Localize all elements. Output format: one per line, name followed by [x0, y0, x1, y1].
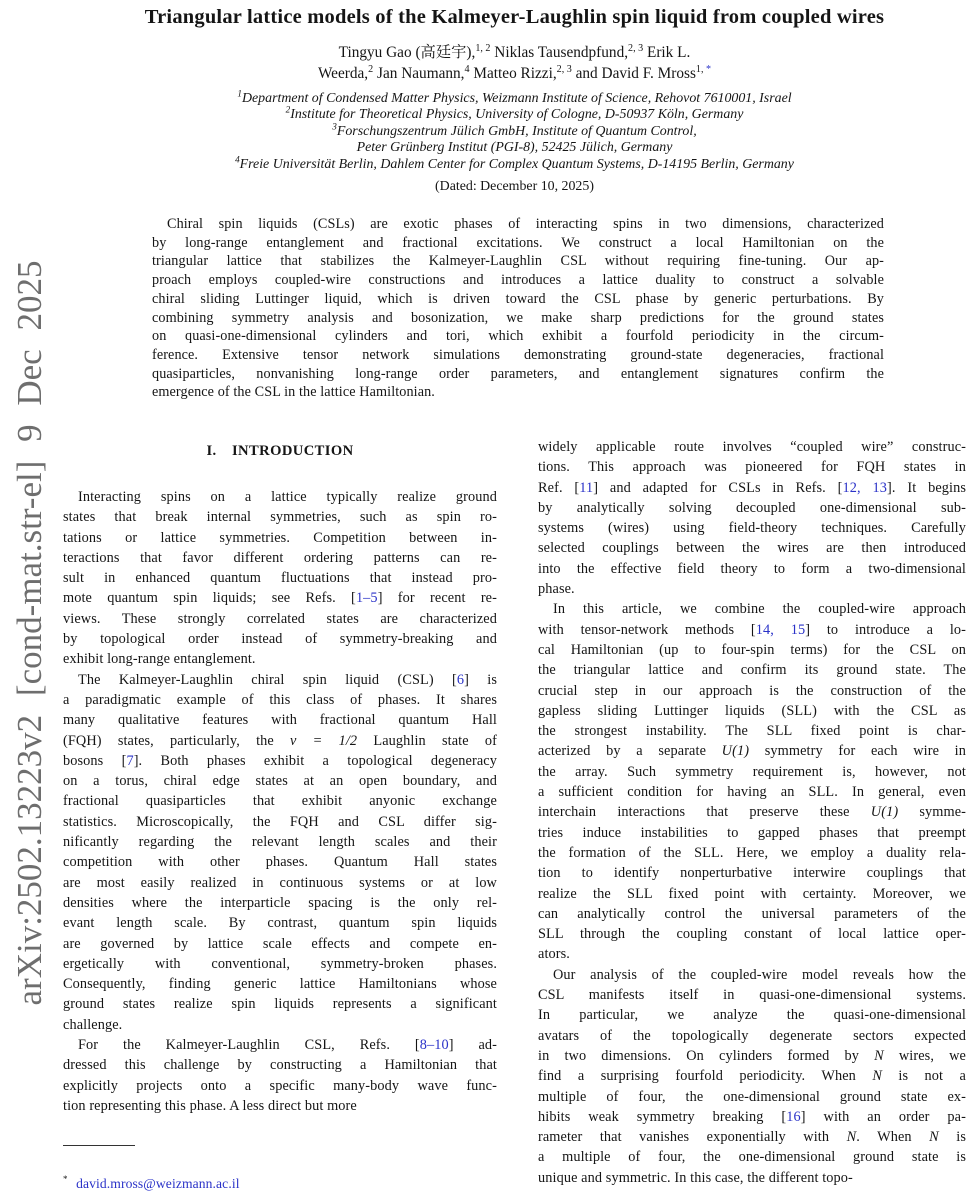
- text-line: $^2$Institute for Theoretical Physics, University of Cologne, D-50937 Köln, Germany: [285, 104, 744, 123]
- text-line: $^4$Freie Universität Berlin, Dahlem Center for Complex Quantum Systems, D-14195 Berlin, Germany: [235, 154, 794, 172]
- paper-header: [63, 0, 966, 402]
- hyperlink[interactable]: 8–10: [419, 1037, 449, 1054]
- text-line: hibits weak symmetry breaking [16] with an order pa-: [538, 1108, 966, 1125]
- text-line: $^3$Forschungszentrum Jülich GmbH, Institute of Quantum Control,: [332, 121, 697, 139]
- text-line: densities where the interparticle spacing is the only rel-: [63, 894, 497, 911]
- footnote-rule: [63, 1145, 135, 1146]
- right-column-text: [538, 437, 966, 1188]
- paragraph: [63, 1035, 497, 1116]
- text-line: can analytically control the universal parameters of the: [538, 905, 966, 922]
- text-line: with tensor-network methods [14, 15] to introduce a lo-: [538, 621, 966, 638]
- text-line: gapless sliding Luttinger liquids (SLL) with the CSL as: [538, 702, 966, 719]
- math-inline: U(1): [721, 743, 750, 760]
- text-line: explicitly projects onto a specific many-body wave func-: [63, 1077, 497, 1094]
- two-column-body: [63, 437, 966, 1200]
- text-line: are governed by lattice scale effects and compete en-: [63, 935, 497, 952]
- text-line: competition with other phases. Quantum Hall states: [63, 854, 497, 871]
- text-line: SLL through the coupling constant of local lattice oper-: [538, 926, 966, 943]
- text-line: the strongest instability. The SLL fixed point is char-: [538, 723, 966, 740]
- text-line: Ref. [11] and adapted for CSLs in Refs. [12, 13]. It begins: [538, 479, 966, 496]
- text-line: triangular lattice that stabilizes the Kalmeyer-Laughlin CSL without requiring fine-tuning. Our ap-: [152, 253, 884, 270]
- math-inline: U(1): [870, 804, 899, 821]
- text-line: Our analysis of the coupled-wire model reveals how the: [553, 966, 966, 983]
- left-column: [63, 437, 497, 1200]
- text-line: ergetically with conventional, symmetry-broken phases.: [63, 955, 497, 972]
- author-line: Tingyu Gao (高廷宇),$^{1, 2}$ Niklas Tausendpfund,$^{2, 3}$ Erik L.: [338, 42, 691, 61]
- paragraph: [63, 487, 497, 670]
- text-line: challenge.: [63, 1016, 123, 1033]
- text-line: tion representing this phase. A less direct but more: [63, 1097, 357, 1114]
- text-line: tions. This approach was pioneered for FQH states in: [538, 459, 966, 476]
- text-line: nificantly regarding the relevant length scales and their: [63, 834, 497, 851]
- hyperlink[interactable]: 16: [786, 1108, 801, 1125]
- text-line: proach employs coupled-wire constructions and introduces a lattice duality to construct a solvable: [152, 272, 884, 289]
- text-line: The Kalmeyer-Laughlin chiral spin liquid (CSL) [6] is: [78, 671, 497, 688]
- footnote: [63, 1145, 497, 1192]
- text-line: chiral sliding Luttinger liquid, which is driven toward the CSL phase by generic perturbations. By: [152, 290, 884, 307]
- paragraph: [152, 215, 884, 402]
- text-line: tries induce instabilities to gapped phases that preempt: [538, 824, 966, 841]
- text-line: rameter that vanishes exponentially with N. When N is: [538, 1129, 966, 1146]
- text-line: interchain interactions that preserve these U(1) symme-: [538, 804, 966, 821]
- text-line: mote quantum spin liquids; see Refs. [1–5] for recent re-: [63, 590, 497, 607]
- paragraph: [538, 437, 966, 599]
- text-line: dressed this challenge by constructing a Hamiltonian that: [63, 1057, 497, 1074]
- text-line: sult in enhanced quantum fluctuations that instead pro-: [63, 570, 497, 587]
- text-line: tations or lattice symmetries. Competition between in-: [63, 529, 497, 546]
- text-line: widely applicable route involves “coupled wire” construc-: [538, 439, 966, 455]
- paragraph: [538, 965, 966, 1188]
- text-line: Interacting spins on a lattice typically realize ground: [78, 489, 497, 505]
- paragraph: [63, 670, 497, 1035]
- hyperlink[interactable]: 14, 15: [755, 621, 806, 638]
- paragraph: [538, 599, 966, 964]
- hyperlink[interactable]: 1–5: [355, 590, 378, 607]
- text-line: many qualitative features with fractional quantum Hall: [63, 712, 497, 729]
- text-line: CSL manifests itself in quasi-one-dimensional systems.: [538, 987, 966, 1004]
- affiliation-block: [63, 88, 966, 173]
- text-line: multiple of four, the one-dimensional ground state ex-: [538, 1088, 966, 1105]
- right-column: [538, 437, 966, 1200]
- author-block: [63, 42, 966, 84]
- math-inline: N: [874, 1047, 884, 1064]
- left-column-text: [63, 487, 497, 1116]
- text-line: in two dimensions. On cylinders formed by N wires, we: [538, 1047, 966, 1064]
- text-line: the array. Such symmetry requirement is, however, not: [538, 763, 966, 780]
- math-inline: ν = 1/2: [290, 732, 358, 749]
- text-line: states that break internal symmetries, such as spin ro-: [63, 509, 497, 526]
- abstract: [152, 215, 884, 402]
- author-line: Weerda,$^2$ Jan Naumann,$^4$ Matteo Rizzi,$^{2, 3}$ and David F. Mross$^{1, *}$: [317, 63, 712, 82]
- text-line: unique and symmetric. In this case, the different topo-: [538, 1169, 853, 1186]
- text-line: bosons [7]. Both phases exhibit a topological degeneracy: [63, 752, 498, 769]
- text-line: on quasi-one-dimensional cylinders and tori, which exhibit a fourfold periodicity in the circum-: [152, 328, 884, 345]
- text-line: tion to identify nonperturbative interwire couplings that: [538, 865, 966, 882]
- text-line: Peter Grünberg Institut (PGI-8), 52425 Jülich, Germany: [356, 140, 673, 156]
- section-heading-introduction: I. INTRODUCTION: [206, 443, 354, 459]
- math-inline: N: [872, 1068, 882, 1085]
- hyperlink[interactable]: 6: [456, 671, 465, 688]
- text-line: find a surprising fourfold periodicity. When N is not a: [538, 1068, 966, 1085]
- text-line: acterized by a separate U(1) symmetry for each wire in: [538, 743, 966, 760]
- hyperlink[interactable]: 12, 13: [842, 479, 887, 496]
- text-line: $^1$Department of Condensed Matter Physics, Weizmann Institute of Science, Rehovot 7610001, Israel: [237, 88, 792, 106]
- text-line: into the effective field theory to form a two-dimensional: [538, 560, 966, 577]
- text-line: exhibit long-range entanglement.: [63, 651, 256, 668]
- text-line: realize the SLL fixed point with certainty. Moreover, we: [538, 885, 966, 902]
- hyperlink[interactable]: 7: [126, 752, 134, 769]
- text-line: (FQH) states, particularly, the ν = 1/2 Laughlin state of: [63, 732, 497, 749]
- text-line: by long-range entanglement and fractional excitations. We construct a local Hamiltonian on the: [152, 234, 884, 251]
- text-line: combining symmetry analysis and bosonization, we make sharp predictions for the ground states: [152, 309, 884, 326]
- text-line: ground states realize spin liquids represents a significant: [63, 996, 497, 1013]
- text-line: quasiparticles, nonvanishing long-range order parameters, and entanglement signatures confirm the: [152, 365, 884, 382]
- text-line: on a torus, chiral edge states at an open boundary, and: [63, 773, 497, 790]
- text-line: are most easily realized in continuous systems or at low: [63, 874, 497, 891]
- text-line: phase.: [538, 581, 575, 598]
- text-line: Consequently, finding generic lattice Hamiltonians whose: [63, 976, 497, 993]
- text-line: ators.: [538, 946, 570, 963]
- text-line: teractions that favor different ordering patterns can re-: [63, 549, 497, 566]
- text-line: ference. Extensive tensor network simulations demonstrating ground-state degeneracies, fractional: [152, 346, 884, 363]
- hyperlink[interactable]: david.mross@weizmann.ac.il: [76, 1176, 240, 1191]
- dated-line: (Dated: December 10, 2025): [435, 179, 594, 195]
- text-line: views. These strongly correlated states are characterized: [63, 610, 497, 627]
- arxiv-stamp: arXiv:2502.13223v2 [cond-mat.str-el] 9 Dec 2025: [10, 260, 49, 1006]
- text-line: fractional quasiparticles that exhibit anyonic exchange: [63, 793, 497, 810]
- text-line: avatars of the topologically degenerate sectors expected: [538, 1027, 966, 1044]
- text-line: the formation of the SLL. Here, we employ a duality rela-: [538, 844, 966, 861]
- text-line: evant length scale. By contrast, quantum spin liquids: [63, 915, 497, 932]
- text-line: by analytically solving decoupled one-dimensional sub-: [538, 499, 966, 516]
- paper-title: Triangular lattice models of the Kalmeyer-Laughlin spin liquid from coupled wires: [144, 6, 885, 28]
- text-line: selected couplings between the wires are then introduced: [538, 540, 966, 557]
- text-line: emergence of the CSL in the lattice Hamiltonian.: [152, 384, 435, 401]
- text-line: cal Hamiltonian (up to four-spin terms) for the CSL on: [538, 641, 966, 658]
- math-inline: N: [846, 1129, 857, 1146]
- text-line: Chiral spin liquids (CSLs) are exotic phases of interacting spins in two dimensions, characterized: [167, 216, 884, 233]
- text-line: crucial step in our approach is the construction of the: [538, 682, 966, 699]
- text-line: a paradigmatic example of this class of phases. It shares: [63, 691, 497, 708]
- text-line: by topological order instead of symmetry-breaking and: [63, 631, 497, 648]
- text-line: For the Kalmeyer-Laughlin CSL, Refs. [8–10] ad-: [78, 1037, 497, 1054]
- footnote-email: * david.mross@weizmann.ac.il: [63, 1174, 240, 1191]
- text-line: a sufficient condition for having an SLL. In general, even: [538, 784, 966, 801]
- text-line: In this article, we combine the coupled-wire approach: [553, 601, 966, 618]
- text-line: systems (wires) using field-theory techniques. Carefully: [538, 520, 966, 537]
- hyperlink[interactable]: *: [705, 63, 712, 75]
- text-line: a multiple of four, the one-dimensional ground state is: [538, 1149, 966, 1166]
- text-line: In particular, we analyze the quasi-one-dimensional: [538, 1007, 966, 1024]
- hyperlink[interactable]: 11: [579, 479, 594, 496]
- math-inline: N: [929, 1129, 939, 1146]
- text-line: the triangular lattice and confirm its ground state. The: [538, 662, 966, 679]
- text-line: statistics. Microscopically, the FQH and CSL differ sig-: [63, 813, 497, 830]
